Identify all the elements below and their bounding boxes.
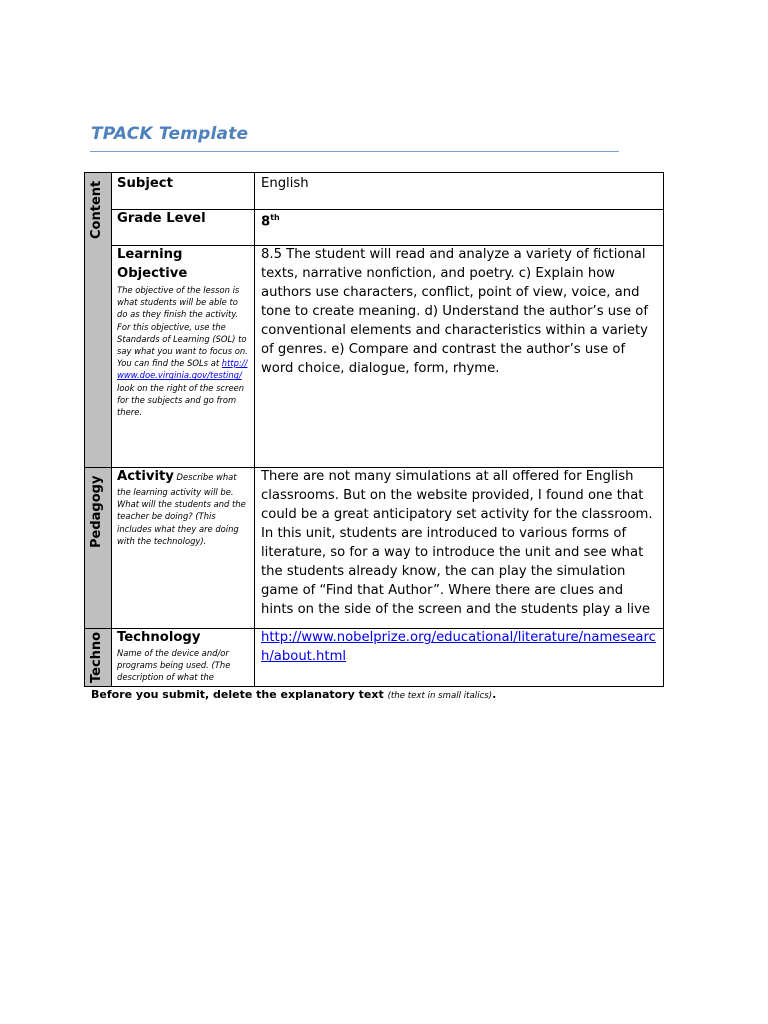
activity-instructions: Activity Describe what the learning activity will be. What will the students and the teacher be doing? (This includes what they are doing with the technology). (117, 469, 246, 546)
learning-objective-label: Learning Objective (117, 247, 188, 281)
title-underline (90, 151, 619, 152)
submission-note: Before you submit, delete the explanatory text (the text in small italics). (91, 688, 497, 701)
technology-label: Technology (117, 630, 201, 645)
activity-label: Activity (117, 469, 174, 484)
table-row-subject (85, 173, 664, 210)
content-section-bar (85, 173, 112, 468)
subject-value: English (261, 176, 309, 191)
subject-label: Subject (117, 176, 173, 191)
table-row-grade (85, 210, 664, 246)
activity-value: There are not many simulations at all offered for English classrooms. But on the website provided, I found one that could be a great anticipatory set activity for the classroom. In this unit, students are introduced to various forms of literature, so for a way to introduce the unit and see what the students already know, the can play the simulation game of “Find that Author”. Where there are clues and hints on the side of the screen and the students play a live (261, 469, 653, 617)
doe-virginia-link[interactable]: http://www.doe.virginia.gov/testing/ (117, 358, 248, 381)
pedagogy-section-label: Pedagogy (89, 475, 104, 548)
content-section-label: Content (89, 180, 104, 239)
pedagogy-section-bar (85, 468, 112, 629)
grade-level-label: Grade Level (117, 211, 206, 226)
grade-level-value: 8th (261, 213, 280, 230)
document-title: TPACK Template (91, 124, 249, 144)
technology-section-label: Techno (89, 631, 104, 683)
technology-section-bar (85, 629, 112, 687)
table-row-technology (85, 629, 664, 687)
table-row-objective (85, 246, 664, 468)
learning-objective-instructions: The objective of the lesson is what students will be able to do as they finish the activity. For this objective, use the Standards of Learning (SOL) to say what you want to focus on. You can find the SOLs at http://www.doe.virginia.gov/testing/ look on the right of the screen for the subjects and go from there. (117, 285, 248, 418)
technology-instructions: Name of the device and/or programs being used. (The description of what the (117, 648, 231, 683)
tpack-table (84, 172, 664, 687)
table-row-activity (85, 468, 664, 629)
nobelprize-link[interactable]: http://www.nobelprize.org/educational/literature/namesearch/about.html (261, 630, 656, 664)
learning-objective-value: 8.5 The student will read and analyze a variety of fictional texts, narrative nonfiction, and poetry. c) Explain how authors use characters, conflict, point of view, voice, and tone to create meaning. d) Understand the author’s use of conventional elements and characteristics within a variety of genres. e) Compare and contrast the author’s use of word choice, dialogue, form, rhyme. (261, 247, 649, 376)
